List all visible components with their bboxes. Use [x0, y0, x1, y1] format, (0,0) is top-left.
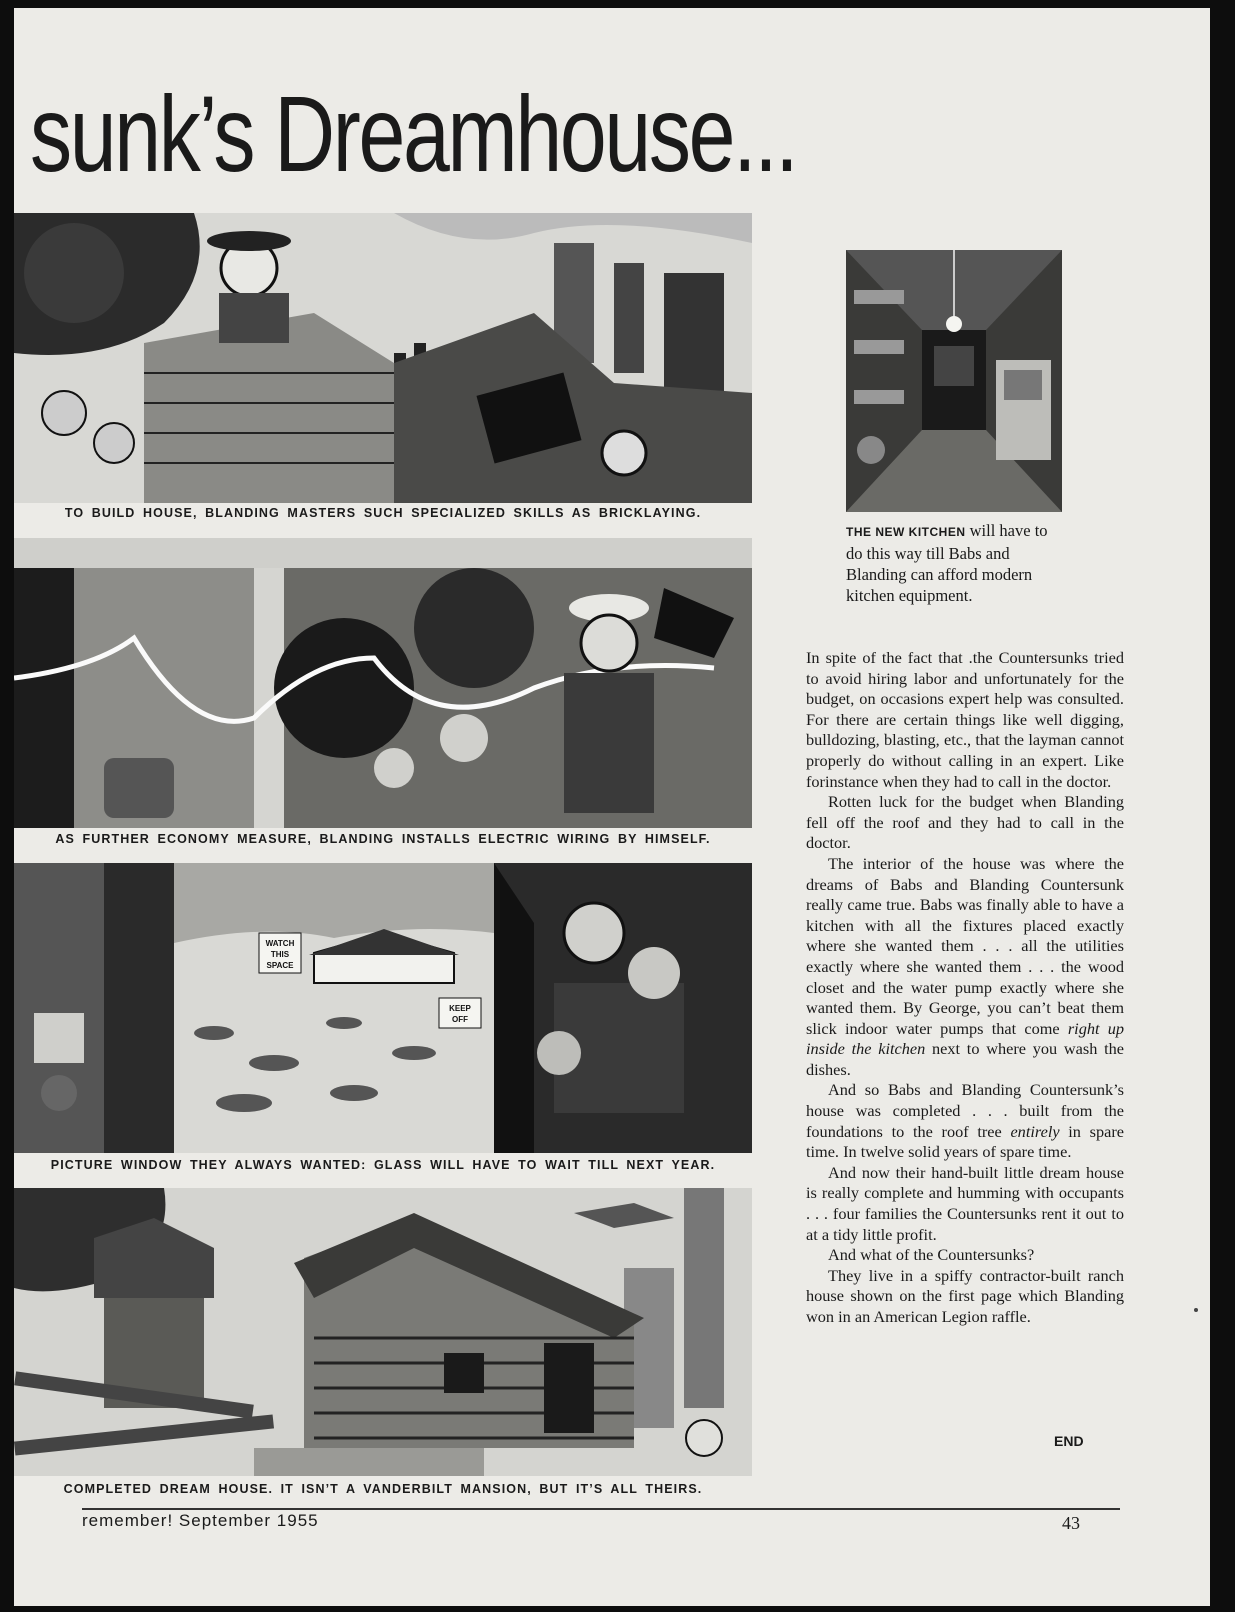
- article-paragraph-4-text-b: in spare time. In twelve solid years of spare time.: [806, 1121, 1124, 1162]
- article-paragraph-5: And now their hand-built little dream house is really complete and humming with occupants . . . four families the Countersunks rent it out to at a tidy little profit.: [806, 1162, 1124, 1244]
- sign-watch: WATCH: [265, 939, 295, 948]
- article-paragraph-3-text-a: The interior of the house was where the dreams of Babs and Blanding Countersunk really came true. Babs was finally able to have a kitchen with all the fixtures placed exactly where she wanted them . . . all the utilities exactly where she wanted them . . . the wood closet and the water pump exactly where she wanted them. By George, you can’t beat them slick indoor water pumps that come: [806, 853, 1124, 1038]
- article-paragraph-4-text-a: And so Babs and Blanding Countersunk’s house was completed . . . built from the foundations to the roof tree: [806, 1080, 1124, 1141]
- article-paragraph-1: In spite of the fact that .the Countersunks tried to avoid hiring labor and unfortunately for the budget, on occasions expert help was consulted. For there are certain things like well digging, bulldozing, blasting, etc., that the layman cannot properly do without calling in an expert. Like forinstance when they had to call in the doctor.: [806, 648, 1124, 791]
- article-paragraph-2: Rotten luck for the budget when Blanding fell off the roof and they had to call in the doctor.: [806, 792, 1124, 853]
- article-body: [806, 648, 1124, 1328]
- illustration-bricklaying: [14, 213, 752, 503]
- caption-log-cabin: COMPLETED DREAM HOUSE. IT ISN’T A VANDERBILT MANSION, BUT IT’S ALL THEIRS.: [63, 1482, 703, 1496]
- footer-publication: remember! September 1955: [82, 1511, 319, 1530]
- sign-off: OFF: [452, 1015, 468, 1024]
- footer-rule: [82, 1508, 1120, 1510]
- article-paragraph-3: [806, 854, 1124, 1081]
- article-paragraph-3-text-b: next to where you wash the dishes.: [806, 1039, 1124, 1079]
- article-paragraph-6: And what of the Countersunks?: [828, 1245, 1035, 1265]
- page-title: sunk’s Dreamhouse...: [30, 73, 797, 194]
- article-paragraph-7: They live in a spiffy contractor-built ranch house shown on the first page which Blanding won in an American Legion raffle.: [806, 1265, 1124, 1326]
- sign-keep: KEEP: [449, 1004, 471, 1013]
- magazine-page: [14, 8, 1210, 1606]
- sign-this: THIS: [270, 950, 290, 959]
- article-paragraph-3-emphasis: right up inside the kitchen: [806, 1018, 1124, 1059]
- illustration-wiring: [14, 538, 752, 828]
- article-paragraph-4: [806, 1080, 1124, 1162]
- caption-wiring: AS FURTHER ECONOMY MEASURE, BLANDING INSTALLS ELECTRIC WIRING BY HIMSELF.: [55, 832, 711, 846]
- illustration-log-cabin: [14, 1188, 752, 1476]
- print-speck: [1194, 1308, 1198, 1312]
- illustration-kitchen: [846, 250, 1062, 512]
- caption-bricklaying: TO BUILD HOUSE, BLANDING MASTERS SUCH SPECIALIZED SKILLS AS BRICKLAYING.: [64, 506, 702, 520]
- kitchen-caption-text: will have to do this way till Babs and Blanding can afford modern kitchen equipment.: [846, 521, 1048, 605]
- page-number: 43: [1062, 1513, 1080, 1533]
- article-paragraph-4-emphasis: entirely: [1010, 1121, 1060, 1141]
- caption-picture-window: PICTURE WINDOW THEY ALWAYS WANTED: GLASS WILL HAVE TO WAIT TILL NEXT YEAR.: [50, 1158, 716, 1172]
- illustration-picture-window: [14, 863, 752, 1153]
- end-mark: END: [1054, 1433, 1084, 1449]
- sign-space: SPACE: [266, 961, 294, 970]
- kitchen-caption-lead: THE NEW KITCHEN: [846, 525, 966, 539]
- kitchen-caption: [846, 520, 1068, 606]
